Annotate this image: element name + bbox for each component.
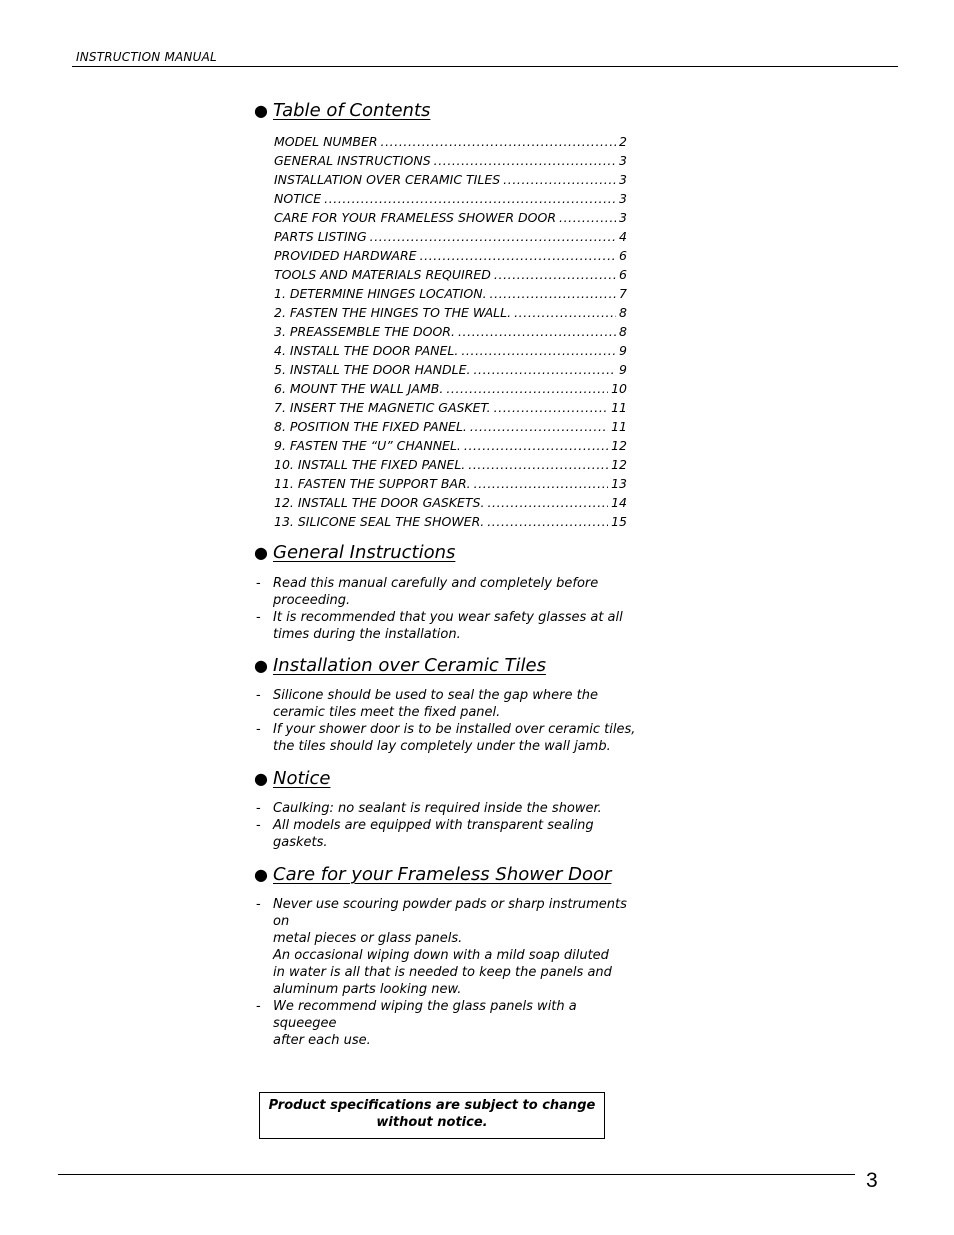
notice-list <box>256 800 636 851</box>
toc-entry-label: 4. INSTALL THE DOOR PANEL. <box>274 343 459 358</box>
toc-entry-page: 2 <box>619 134 627 149</box>
toc-entry-page: 3 <box>619 153 627 168</box>
toc-leader-dots <box>446 379 608 398</box>
toc-entry-page: 8 <box>619 324 627 339</box>
list-item: - We recommend wiping the glass panels with a squeegee after each use. <box>256 999 577 1048</box>
toc-leader-dots <box>470 417 608 436</box>
toc-entry <box>274 417 627 436</box>
toc-entry <box>274 265 627 284</box>
toc-entry <box>274 208 627 227</box>
toc-leader-dots <box>490 284 617 303</box>
toc-entry-page: 4 <box>619 229 627 244</box>
toc-entry-page: 3 <box>619 191 627 206</box>
toc-entry <box>274 246 627 265</box>
toc-entry <box>274 322 627 341</box>
toc-entry-label: 8. POSITION THE FIXED PANEL. <box>274 419 467 434</box>
toc-entry <box>274 284 627 303</box>
toc-leader-dots <box>420 246 616 265</box>
list-item: - All models are equipped with transparent sealing gaskets. <box>256 818 594 850</box>
toc-entry <box>274 455 627 474</box>
toc-leader-dots <box>324 189 616 208</box>
toc-entry-label: 6. MOUNT THE WALL JAMB. <box>274 381 444 396</box>
general-instructions-heading: ● General Instructions <box>254 542 456 563</box>
toc-leader-dots <box>461 341 616 360</box>
toc-entry-label: 1. DETERMINE HINGES LOCATION. <box>274 286 487 301</box>
table-of-contents <box>274 132 627 531</box>
toc-leader-dots <box>474 474 608 493</box>
toc-leader-dots <box>381 132 617 151</box>
toc-entry-page: 11 <box>611 419 627 434</box>
disclaimer-box <box>259 1092 605 1139</box>
disclaimer-line: Product specifications are subject to change <box>268 1098 596 1113</box>
list-item: - Never use scouring powder pads or sharp instruments on metal pieces or glass panels. An occasional wiping down with a mild soap diluted in water is all that is needed to keep the panels and aluminum parts looking new. <box>256 897 627 997</box>
general-instructions-list <box>256 575 636 643</box>
toc-leader-dots <box>473 360 616 379</box>
toc-entry-page: 6 <box>619 267 627 282</box>
toc-entry-label: 2. FASTEN THE HINGES TO THE WALL. <box>274 305 512 320</box>
toc-entry-label: 10. INSTALL THE FIXED PANEL. <box>274 457 466 472</box>
bullet-icon: ● <box>254 656 268 675</box>
bullet-icon: ● <box>254 543 268 562</box>
toc-entry <box>274 360 627 379</box>
toc-entry-page: 7 <box>619 286 627 301</box>
toc-entry-label: INSTALLATION OVER CERAMIC TILES <box>274 172 501 187</box>
notice-heading: ● Notice <box>254 768 331 789</box>
toc-entry-label: PARTS LISTING <box>274 229 367 244</box>
toc-leader-dots <box>514 303 616 322</box>
toc-entry <box>274 436 627 455</box>
toc-entry-label: GENERAL INSTRUCTIONS <box>274 153 431 168</box>
toc-entry-label: 11. FASTEN THE SUPPORT BAR. <box>274 476 471 491</box>
bullet-icon: ● <box>254 865 268 884</box>
toc-leader-dots <box>434 151 616 170</box>
toc-leader-dots <box>494 265 616 284</box>
toc-entry-label: MODEL NUMBER <box>274 134 378 149</box>
toc-entry-page: 13 <box>611 476 627 491</box>
list-item: - Caulking: no sealant is required inside the shower. <box>256 801 602 816</box>
toc-heading: ● Table of Contents <box>254 100 431 121</box>
ceramic-tiles-list <box>256 687 636 755</box>
toc-entry-label: 13. SILICONE SEAL THE SHOWER. <box>274 514 485 529</box>
bullet-icon: ● <box>254 769 268 788</box>
toc-leader-dots <box>487 493 608 512</box>
toc-entry-page: 9 <box>619 362 627 377</box>
toc-entry-page: 12 <box>611 457 627 472</box>
toc-entry-page: 9 <box>619 343 627 358</box>
toc-entry <box>274 493 627 512</box>
toc-entry-label: 5. INSTALL THE DOOR HANDLE. <box>274 362 471 377</box>
toc-entry-page: 12 <box>611 438 627 453</box>
toc-entry-label: 9. FASTEN THE “U” CHANNEL. <box>274 438 461 453</box>
toc-entry-label: TOOLS AND MATERIALS REQUIRED <box>274 267 491 282</box>
disclaimer-line: without notice. <box>376 1115 488 1130</box>
toc-leader-dots <box>487 512 608 531</box>
care-list <box>256 896 636 1049</box>
toc-entry-page: 3 <box>619 172 627 187</box>
list-item: - It is recommended that you wear safety glasses at all times during the installation. <box>256 610 623 642</box>
toc-entry <box>274 398 627 417</box>
toc-entry-label: 7. INSERT THE MAGNETIC GASKET. <box>274 400 491 415</box>
toc-entry <box>274 379 627 398</box>
toc-leader-dots <box>458 322 616 341</box>
toc-entry-page: 14 <box>611 495 627 510</box>
toc-entry <box>274 341 627 360</box>
care-heading: ● Care for your Frameless Shower Door <box>254 864 612 885</box>
toc-leader-dots <box>370 227 616 246</box>
toc-entry <box>274 132 627 151</box>
toc-entry <box>274 474 627 493</box>
page-number: 3 <box>866 1169 878 1192</box>
toc-entry-page: 10 <box>611 381 627 396</box>
toc-leader-dots <box>464 436 608 455</box>
running-header: INSTRUCTION MANUAL <box>76 50 217 64</box>
toc-entry <box>274 227 627 246</box>
list-item: - Silicone should be used to seal the gap where the ceramic tiles meet the fixed panel. <box>256 688 598 720</box>
toc-entry-page: 15 <box>611 514 627 529</box>
toc-entry-label: PROVIDED HARDWARE <box>274 248 417 263</box>
footer-rule <box>58 1174 855 1175</box>
toc-entry-page: 8 <box>619 305 627 320</box>
toc-entry <box>274 512 627 531</box>
toc-entry-page: 3 <box>619 210 627 225</box>
toc-entry-label: 3. PREASSEMBLE THE DOOR. <box>274 324 455 339</box>
toc-entry <box>274 303 627 322</box>
toc-leader-dots <box>494 398 608 417</box>
toc-entry-page: 11 <box>611 400 627 415</box>
toc-entry-page: 6 <box>619 248 627 263</box>
toc-entry <box>274 170 627 189</box>
toc-entry-label: CARE FOR YOUR FRAMELESS SHOWER DOOR <box>274 210 557 225</box>
toc-entry-label: 12. INSTALL THE DOOR GASKETS. <box>274 495 485 510</box>
header-rule <box>72 66 898 67</box>
toc-leader-dots <box>468 455 608 474</box>
list-item: - If your shower door is to be installed over ceramic tiles, the tiles should lay completely under the wall jamb. <box>256 722 636 754</box>
toc-entry-label: NOTICE <box>274 191 322 206</box>
toc-entry <box>274 151 627 170</box>
list-item: - Read this manual carefully and completely before proceeding. <box>256 576 599 608</box>
toc-leader-dots <box>503 170 616 189</box>
ceramic-tiles-heading: ● Installation over Ceramic Tiles <box>254 655 546 676</box>
toc-entry <box>274 189 627 208</box>
toc-leader-dots <box>559 208 616 227</box>
bullet-icon: ● <box>254 101 268 120</box>
